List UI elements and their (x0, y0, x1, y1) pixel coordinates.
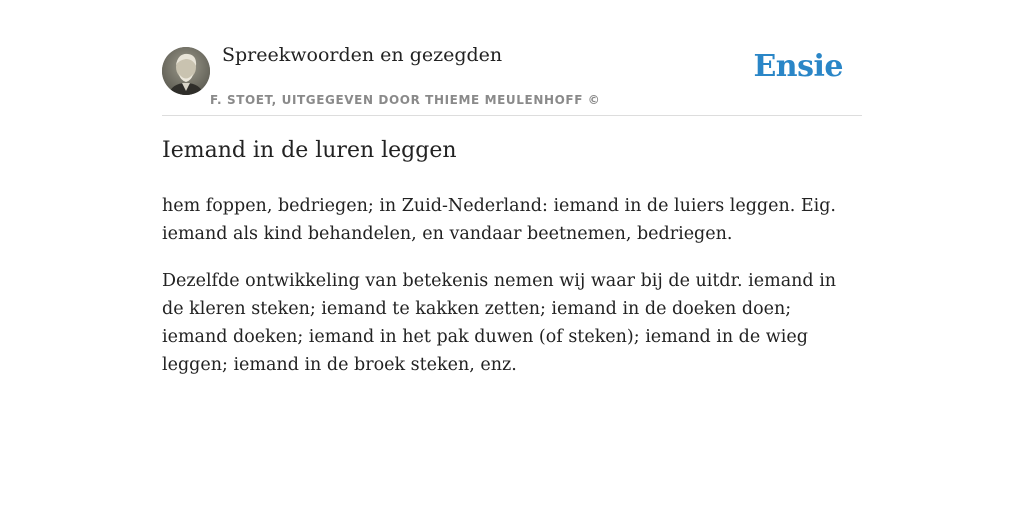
portrait-avatar-icon (162, 47, 210, 95)
entry-paragraph: hem foppen, bedriegen; in Zuid-Nederland: iemand in de luiers leggen. Eig. iemand als kind behandelen, en vandaar beetnemen, bedriegen. (162, 196, 836, 244)
entry-paragraph: Dezelfde ontwikkeling van betekenis nemen wij waar bij de uitdr. iemand in de kleren steken; iemand te kakken zetten; iemand in de doeken doen; iemand doeken; iemand in het pak duwen (of steken); iemand in de wieg leggen; iemand in de broek steken, enz. (162, 271, 837, 375)
source-credit: F. STOET, UITGEGEVEN DOOR THIEME MEULENHOFF © (210, 93, 601, 107)
entry-body (162, 192, 862, 398)
source-title[interactable]: Spreekwoorden en gezegden (222, 44, 503, 66)
entry-title: Iemand in de luren leggen (162, 138, 457, 163)
avatar[interactable] (162, 47, 210, 95)
brand-logo[interactable]: Ensie (753, 49, 843, 84)
entry-card (162, 0, 862, 512)
source-header (162, 0, 862, 116)
